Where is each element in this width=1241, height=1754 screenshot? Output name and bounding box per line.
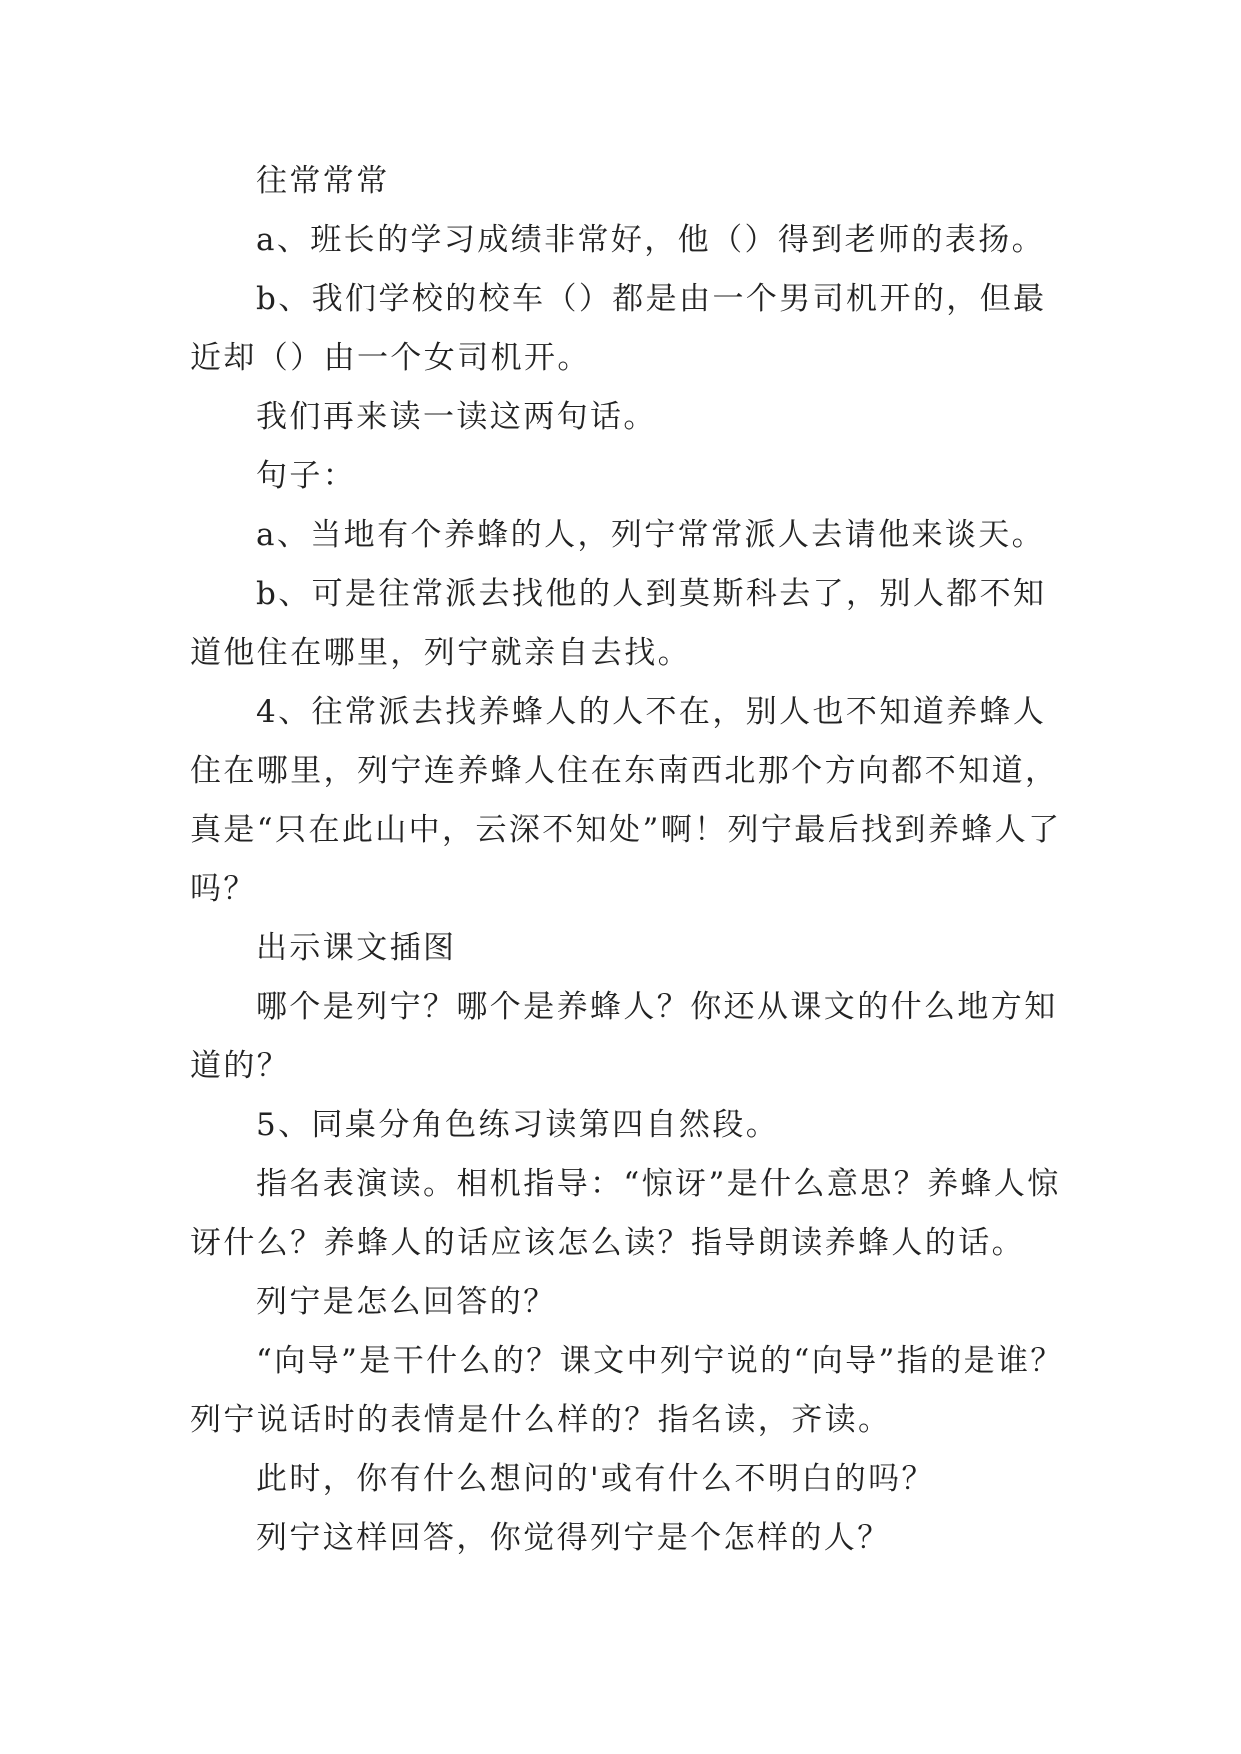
paragraph-step-5: 5、同桌分角色练习读第四自然段。 [256, 1107, 780, 1143]
paragraph-which-is-lenin: 哪个是列宁？哪个是养蜂人？你还从课文的什么地方知道的？ [190, 989, 1058, 1084]
paragraph-sentence-a: a、当地有个养蜂的人，列宁常常派人去请他来谈天。 [256, 517, 1046, 553]
document-body [190, 152, 1070, 1568]
paragraph-sentence-b: b、可是往常派去找他的人到莫斯科去了，别人都不知道他住在哪里，列宁就亲自去找。 [190, 576, 1047, 671]
paragraph-step-4: 4、往常派去找养蜂人的人不在，别人也不知道养蜂人住在哪里，列宁连养蜂人住在东南西北那个方向都不知道，真是“只在此山中，云深不知处”啊！列宁最后找到养蜂人了吗？ [190, 694, 1062, 907]
paragraph-fill-blank-a: a、班长的学习成绩非常好，他（）得到老师的表扬。 [256, 222, 1046, 258]
paragraph-lenin-answer: 列宁是怎么回答的？ [256, 1284, 557, 1320]
paragraph-fill-blank-b: b、我们学校的校车（）都是由一个男司机开的，但最近却（）由一个女司机开。 [190, 281, 1047, 376]
paragraph-lenin-character: 列宁这样回答，你觉得列宁是个怎样的人？ [256, 1520, 891, 1556]
paragraph-sentences-heading: 句子： [256, 458, 357, 494]
paragraph-show-illustration: 出示课文插图 [256, 930, 457, 966]
paragraph-questions: 此时，你有什么想问的'或有什么不明白的吗？ [256, 1461, 935, 1497]
paragraph-guided-reading: 指名表演读。相机指导：“惊讶”是什么意思？养蜂人惊讶什么？养蜂人的话应该怎么读？指导朗读养蜂人的话。 [190, 1166, 1061, 1261]
paragraph-word-options: 往常常常 [256, 163, 390, 199]
paragraph-guide-meaning: “向导”是干什么的？课文中列宁说的“向导”指的是谁？列宁说话时的表情是什么样的？指名读，齐读。 [190, 1343, 1064, 1438]
paragraph-read-again: 我们再来读一读这两句话。 [256, 399, 657, 435]
